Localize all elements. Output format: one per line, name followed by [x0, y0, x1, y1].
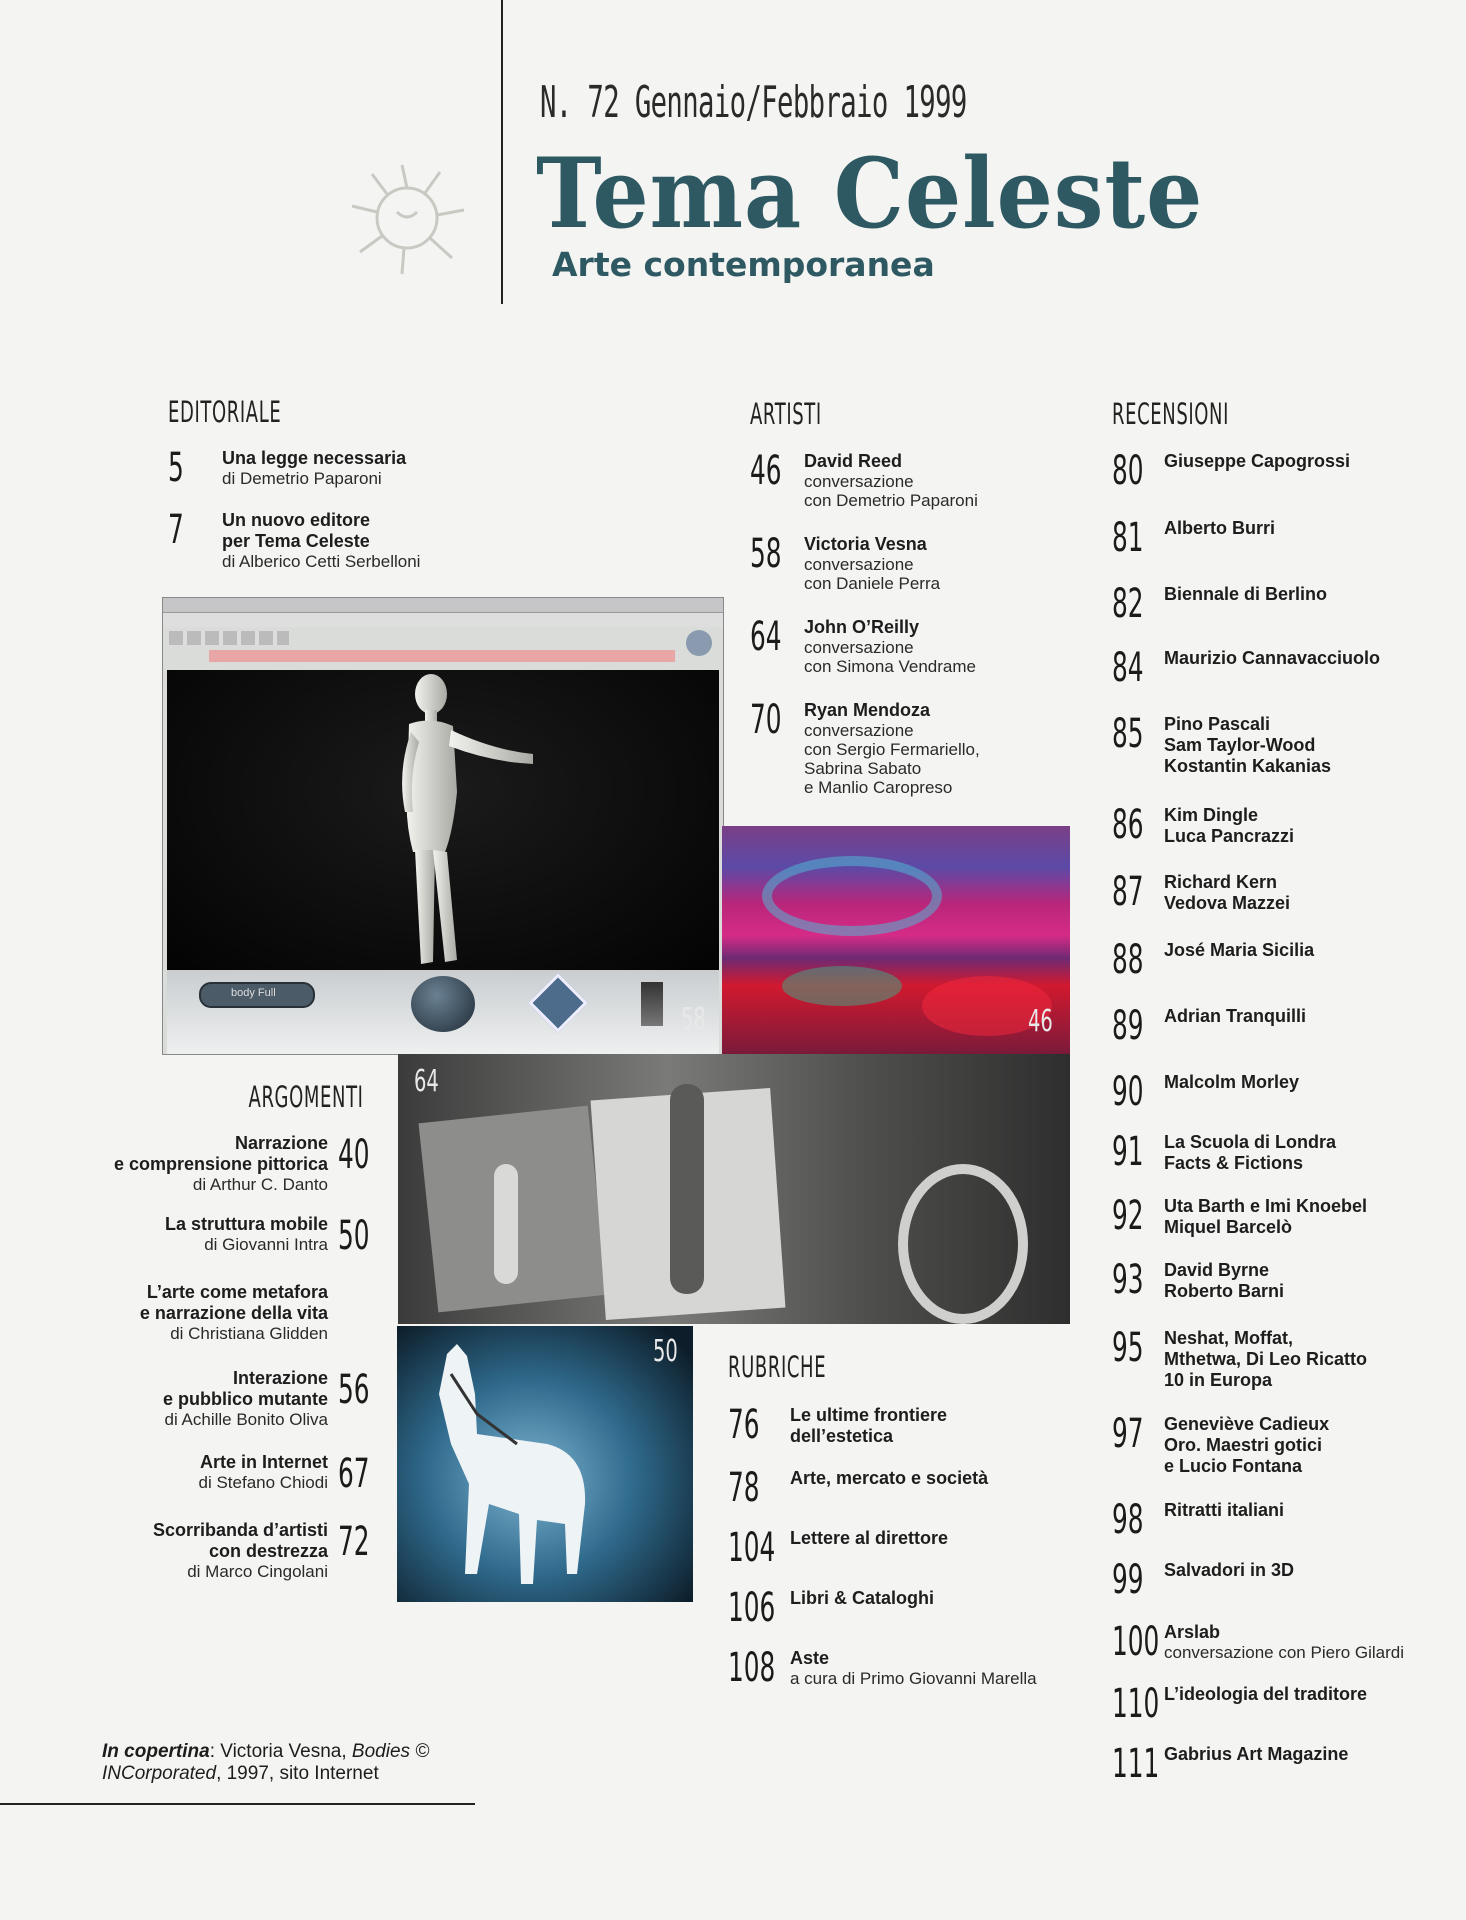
page-number: 86: [1112, 802, 1144, 848]
entry-title: Interazione e pubblico mutante: [162, 1368, 328, 1409]
entry-title: Maurizio Cannavacciuolo: [1164, 648, 1381, 668]
entry-subtitle: conversazione con Simona Vendrame: [804, 638, 976, 676]
section-heading-recensioni: RECENSIONI: [1112, 397, 1230, 431]
entry-text: [1164, 1006, 1464, 1027]
page-number: 78: [728, 1465, 760, 1511]
entry-title: L’ideologia del traditore: [1164, 1684, 1368, 1704]
human-figure-3d: [383, 672, 553, 972]
image-john-oreilly-collage: [398, 1054, 1070, 1324]
entry-text: [1164, 1072, 1464, 1093]
entry-title: Le ultime frontiere dell’estetica: [790, 1405, 948, 1446]
entry-text: [1164, 714, 1464, 777]
page-number: 67: [338, 1451, 370, 1497]
entry-text: [1164, 584, 1464, 605]
entry-title: Victoria Vesna: [804, 534, 927, 554]
entry-subtitle: conversazione con Daniele Perra: [804, 555, 941, 593]
entry-text: [790, 1528, 1050, 1549]
entry-subtitle: di Christiana Glidden: [170, 1324, 328, 1343]
page-number: 88: [1112, 937, 1144, 983]
page-badge-64: 64: [414, 1064, 439, 1099]
cover-credit-text: : Victoria Vesna,: [209, 1741, 352, 1762]
section-heading-rubriche: RUBRICHE: [728, 1350, 827, 1384]
entry-subtitle: di Achille Bonito Oliva: [164, 1410, 328, 1429]
entry-title: Kim Dingle Luca Pancrazzi: [1164, 805, 1295, 846]
entry-text: [1164, 1744, 1464, 1765]
entry-title: Scorribanda d’artisti con destrezza: [152, 1520, 328, 1561]
body-select-label: body Full: [231, 987, 276, 999]
entry-subtitle: di Giovanni Intra: [204, 1235, 328, 1254]
page-number: 98: [1112, 1497, 1144, 1543]
page-number: 70: [750, 697, 782, 743]
header-divider: [501, 0, 503, 304]
collage-hoop: [898, 1164, 1028, 1324]
entry-title: Neshat, Moffat, Mthetwa, Di Leo Ricatto 10 in Europa: [1164, 1328, 1368, 1390]
collage-figure-center: [670, 1084, 704, 1294]
entry-title: Alberto Burri: [1164, 518, 1276, 538]
page-number: 91: [1112, 1129, 1144, 1175]
page-number: 50: [338, 1213, 370, 1259]
entry-title: Ritratti italiani: [1164, 1500, 1285, 1520]
entry-text: [28, 1520, 328, 1581]
entry-text: [1164, 518, 1464, 539]
entry-text: [790, 1468, 1050, 1489]
section-heading-artisti: ARTISTI: [750, 397, 822, 431]
entry-subtitle: conversazione con Piero Gilardi: [1164, 1643, 1405, 1662]
entry-subtitle: di Demetrio Paparoni: [222, 469, 382, 488]
entry-title: Libri & Cataloghi: [790, 1588, 934, 1608]
entry-title: La struttura mobile: [164, 1214, 328, 1234]
entry-text: [790, 1405, 1050, 1447]
browser-globe-logo-icon: [686, 630, 712, 656]
entry-text: [222, 448, 482, 488]
entry-title: Pino Pascali Sam Taylor-Wood Kostantin Kakanias: [1164, 714, 1332, 776]
page-badge-50: 50: [653, 1334, 678, 1369]
page-number: 84: [1112, 645, 1144, 691]
entry-subtitle: di Stefano Chiodi: [198, 1473, 328, 1492]
page-number: 110: [1112, 1681, 1160, 1727]
page-badge-58: 58: [681, 1002, 706, 1037]
entry-subtitle: di Arthur C. Danto: [192, 1175, 328, 1194]
entry-text: [1164, 1560, 1464, 1581]
page-number: 95: [1112, 1325, 1144, 1371]
browser-toolbar: [169, 631, 289, 645]
page-number: 58: [750, 531, 782, 577]
footer-rule: [0, 1803, 475, 1805]
page-number: 99: [1112, 1557, 1144, 1603]
page-number: 93: [1112, 1257, 1144, 1303]
entry-title: Narrazione e comprensione pittorica: [113, 1133, 328, 1174]
page-number: 90: [1112, 1069, 1144, 1115]
page-number: 40: [338, 1132, 370, 1178]
page-number: 56: [338, 1367, 370, 1413]
painting-swirl-teal: [762, 856, 942, 936]
entry-text: [804, 534, 1064, 593]
entry-subtitle: conversazione con Sergio Fermariello, Sabrina Sabato e Manlio Caropreso: [804, 721, 980, 797]
entry-text: [222, 510, 482, 571]
entry-title: Un nuovo editore per Tema Celeste: [222, 510, 370, 551]
page-number: 80: [1112, 448, 1144, 494]
entry-text: [28, 1452, 328, 1492]
entry-text: [804, 700, 1064, 797]
section-heading-argomenti: ARGOMENTI: [248, 1080, 364, 1114]
cover-credit-work: Bodies © INCorporated: [102, 1741, 430, 1784]
page-number: 5: [168, 445, 184, 491]
entry-text: [790, 1648, 1050, 1688]
page-number: 111: [1112, 1741, 1160, 1787]
page-number: 64: [750, 614, 782, 660]
entry-title: José Maria Sicilia: [1164, 940, 1315, 960]
issue-line: N. 72 Gennaio/Febbraio 1999: [540, 77, 967, 128]
page-number: 108: [728, 1645, 776, 1691]
entry-title: Lettere al direttore: [790, 1528, 949, 1548]
browser-menubar: [163, 613, 723, 627]
entry-subtitle: di Alberico Cetti Serbelloni: [222, 552, 421, 571]
entry-text: [1164, 1684, 1464, 1705]
entry-subtitle: a cura di Primo Giovanni Marella: [790, 1669, 1037, 1688]
section-heading-editoriale: EDITORIALE: [168, 395, 282, 429]
cover-credit: [102, 1741, 502, 1785]
entry-title: Arte in Internet: [199, 1452, 328, 1472]
entry-text: [1164, 1196, 1464, 1238]
entry-title: Uta Barth e Imi Knoebel Miquel Barcelò: [1164, 1196, 1368, 1237]
entry-title: Gabrius Art Magazine: [1164, 1744, 1349, 1764]
horse-figure: [417, 1334, 617, 1594]
entry-title: David Byrne Roberto Barni: [1164, 1260, 1285, 1301]
entry-title: Arte, mercato e società: [790, 1468, 989, 1488]
cover-credit-rest: , 1997, sito Internet: [216, 1763, 379, 1784]
navigation-globe-icon: [411, 976, 475, 1032]
page-number: 87: [1112, 869, 1144, 915]
entry-text: [28, 1214, 328, 1254]
page-number: 81: [1112, 515, 1144, 561]
entry-subtitle: conversazione con Demetrio Paparoni: [804, 472, 978, 510]
entry-text: [1164, 1622, 1464, 1662]
entry-text: [1164, 1260, 1464, 1302]
entry-title: La Scuola di Londra Facts & Fictions: [1164, 1132, 1337, 1173]
page-number: 46: [750, 448, 782, 494]
image-david-reed-painting: [722, 826, 1070, 1054]
browser-titlebar: [163, 598, 723, 613]
entry-title: Biennale di Berlino: [1164, 584, 1328, 604]
entry-text: [1164, 872, 1464, 914]
entry-title: Richard Kern Vedova Mazzei: [1164, 872, 1291, 913]
page-number: 85: [1112, 711, 1144, 757]
page-number: 106: [728, 1585, 776, 1631]
entry-text: [1164, 1500, 1464, 1521]
magazine-subtitle: Arte contemporanea: [552, 245, 935, 284]
entry-title: Arslab: [1164, 1622, 1221, 1642]
sun-logo-icon: [342, 150, 482, 290]
entry-title: Ryan Mendoza: [804, 700, 931, 720]
entry-title: Aste: [790, 1648, 830, 1668]
entry-title: Geneviève Cadieux Oro. Maestri gotici e Lucio Fontana: [1164, 1414, 1330, 1476]
entry-title: Giuseppe Capogrossi: [1164, 451, 1351, 471]
page-number: 100: [1112, 1619, 1160, 1665]
entry-text: [1164, 940, 1464, 961]
entry-subtitle: di Marco Cingolani: [187, 1562, 328, 1581]
body-select-field: [199, 982, 315, 1008]
entry-text: [804, 617, 1064, 676]
entry-text: [1164, 1328, 1464, 1391]
entry-text: [790, 1588, 1050, 1609]
entry-title: Adrian Tranquilli: [1164, 1006, 1307, 1026]
browser-location-field: [209, 650, 675, 662]
page-number: 7: [168, 507, 184, 553]
entry-text: [1164, 1132, 1464, 1174]
entry-text: [28, 1282, 328, 1343]
entry-title: Malcolm Morley: [1164, 1072, 1300, 1092]
entry-title: L’arte come metafora e narrazione della vita: [139, 1282, 328, 1323]
image-victoria-vesna-browser: [162, 597, 724, 1055]
painting-swirl-green: [782, 966, 902, 1006]
page-number: 72: [338, 1519, 370, 1565]
page-badge-46: 46: [1028, 1004, 1053, 1039]
entry-title: David Reed: [804, 451, 903, 471]
entry-text: [1164, 1414, 1464, 1477]
collage-figure-left: [494, 1164, 518, 1284]
entry-text: [28, 1368, 328, 1429]
entry-text: [1164, 805, 1464, 847]
image-white-horse: [397, 1326, 693, 1602]
entry-text: [1164, 451, 1464, 472]
page-number: 92: [1112, 1193, 1144, 1239]
page-number: 104: [728, 1525, 776, 1571]
entry-text: [28, 1133, 328, 1194]
entry-title: John O’Reilly: [804, 617, 920, 637]
entry-text: [804, 451, 1064, 510]
page-number: 97: [1112, 1411, 1144, 1457]
entry-text: [1164, 648, 1464, 669]
page-number: 76: [728, 1402, 760, 1448]
cover-credit-label: In copertina: [102, 1741, 210, 1762]
magazine-title: Tema Celeste: [536, 137, 1204, 250]
view-cube-icon: [641, 982, 663, 1026]
entry-title: Una legge necessaria: [222, 448, 407, 468]
page-number: 89: [1112, 1003, 1144, 1049]
entry-title: Salvadori in 3D: [1164, 1560, 1295, 1580]
page-number: 82: [1112, 581, 1144, 627]
